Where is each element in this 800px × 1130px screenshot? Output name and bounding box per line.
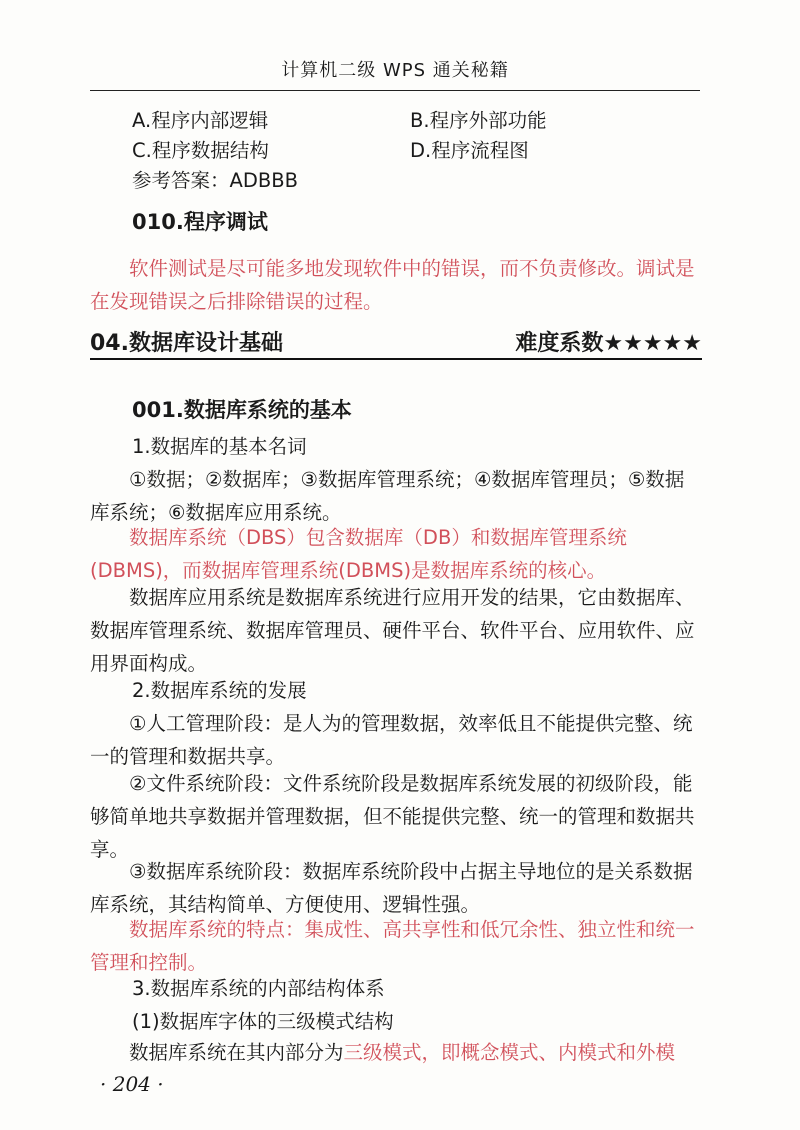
section-header: [90, 326, 702, 358]
reference-answer: 参考答案：ADBBB: [132, 169, 298, 192]
header-rule: [90, 90, 700, 91]
stage-manual: ①人工管理阶段：是人为的管理数据，效率低且不能提供完整、统一的管理和数据共享。: [90, 712, 693, 768]
header-title: 计算机二级 WPS 通关秘籍: [281, 60, 509, 81]
page-number: · 204 ·: [100, 1072, 164, 1096]
basic-terms-list: ①数据；②数据库；③数据库管理系统；④数据库管理员；⑤数据库系统；⑥数据库应用系统。: [90, 468, 685, 524]
option-a: A.程序内部逻辑: [132, 109, 269, 132]
paragraph-three-level: [90, 1036, 702, 1069]
three-level-text: 数据库系统在其内部分为: [129, 1041, 344, 1064]
red-note-dbs: 数据库系统（DBS）包含数据库（DB）和数据库管理系统(DBMS)，而数据库管理系统(DBMS)是数据库系统的核心。: [90, 526, 627, 582]
section-rule: [90, 358, 702, 360]
stage-database-system: ③数据库系统阶段：数据库系统阶段中占据主导地位的是关系数据库系统，其结构简单、方便使用、逻辑性强。: [90, 860, 693, 916]
paragraph-application-system: 数据库应用系统是数据库系统进行应用开发的结果，它由数据库、数据库管理系统、数据库管理员、硬件平台、软件平台、应用软件、应用界面构成。: [90, 586, 695, 675]
option-d: D.程序流程图: [410, 139, 529, 162]
subheading-development: 2.数据库系统的发展: [132, 679, 307, 702]
topic-010-title: 010.程序调试: [132, 210, 268, 234]
option-c: C.程序数据结构: [132, 139, 269, 162]
subheading-three-level-schema: (1)数据库字体的三级模式结构: [132, 1010, 394, 1033]
subheading-basic-terms: 1.数据库的基本名词: [132, 435, 307, 458]
topic-001-title: 001.数据库系统的基本: [132, 398, 352, 422]
red-note-features: 数据库系统的特点：集成性、高共享性和低冗余性、独立性和统一管理和控制。: [90, 918, 695, 974]
section-title: 04.数据库设计基础: [90, 331, 283, 356]
stage-file-system: ②文件系统阶段：文件系统阶段是数据库系统发展的初级阶段，能够简单地共享数据并管理数据，但不能提供完整、统一的管理和数据共享。: [90, 772, 695, 861]
subheading-internal-structure: 3.数据库系统的内部结构体系: [132, 977, 385, 1000]
option-b: B.程序外部功能: [410, 109, 547, 132]
three-level-highlight: 三级模式，即概念模式、内模式和外模: [343, 1041, 676, 1064]
topic-010-body: 软件测试是尽可能多地发现软件中的错误，而不负责修改。调试是在发现错误之后排除错误的过程。: [90, 257, 695, 313]
difficulty-rating: 难度系数★★★★★: [515, 331, 702, 356]
